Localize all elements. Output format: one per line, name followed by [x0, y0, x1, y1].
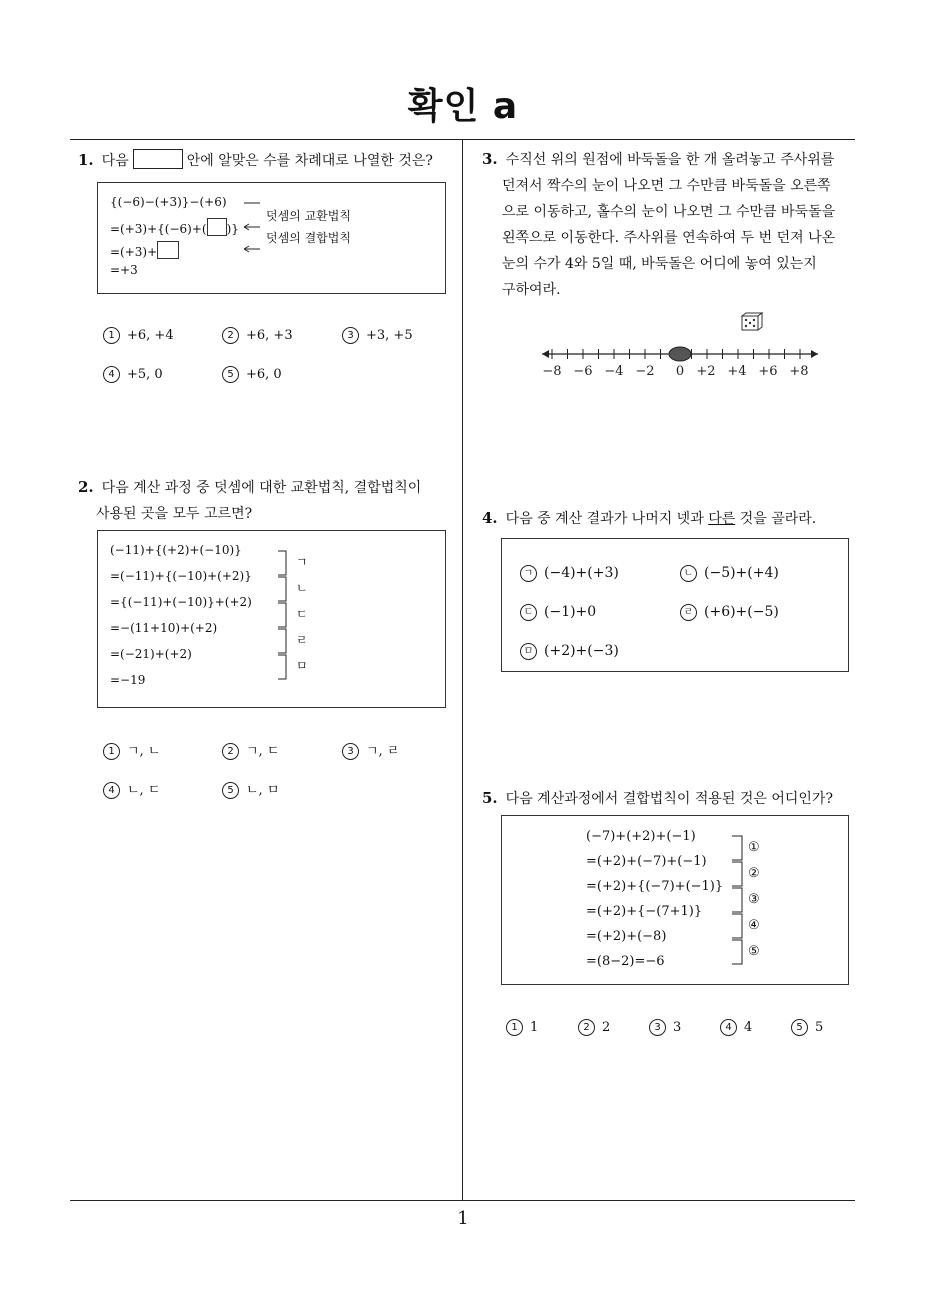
tick-label: +2 — [696, 364, 716, 379]
step-label: ① — [748, 840, 760, 855]
question-text: 다음 계산과정에서 결합법칙이 적용된 것은 어디인가? — [505, 791, 833, 807]
calc-line: =(+2)+(−7)+(−1) — [586, 854, 707, 869]
question-2-stem — [78, 474, 421, 527]
expression-item: ㄷ (−1)+0 — [520, 604, 596, 621]
question-text: 다음 — [101, 153, 129, 169]
expression-item: ㅁ (+2)+(−3) — [520, 643, 619, 660]
tick-label: −2 — [635, 364, 655, 379]
number-line — [538, 312, 828, 382]
answer-blank — [207, 218, 227, 236]
question-3-stem — [482, 146, 862, 303]
tick-label: −8 — [542, 364, 562, 379]
law-note: 덧셈의 교환법칙 — [266, 209, 351, 223]
law-note: 덧셈의 결합법칙 — [266, 231, 351, 245]
question-4-stem — [482, 505, 816, 532]
column-divider — [462, 139, 463, 1200]
question-text: 수직선 위의 원점에 바둑돌을 한 개 올려놓고 주사위를 — [505, 152, 835, 168]
question-text: 다음 중 계산 결과가 나머지 넷과 — [505, 511, 704, 527]
question-text: 사용된 곳을 모두 고르면? — [96, 506, 253, 522]
calc-line: =(8−2)=−6 — [586, 954, 665, 969]
choice[interactable]: 5 +6, 0 — [222, 366, 282, 383]
step-label: ㄷ — [296, 607, 308, 621]
calc-line: =(−11)+{(−10)+(+2)} — [110, 569, 252, 583]
question-text: 왼쪽으로 이동한다. 주사위를 연속하여 두 번 던져 나온 — [502, 230, 836, 246]
choice[interactable]: 5 5 — [791, 1019, 823, 1036]
question-text: 안에 알맞은 수를 차례대로 나열한 것은? — [186, 153, 433, 169]
tick-label: −6 — [573, 364, 593, 379]
step-label: ④ — [748, 918, 760, 933]
bottom-divider — [70, 1200, 855, 1201]
step-label: ③ — [748, 892, 760, 907]
tick-label: +4 — [727, 364, 747, 379]
tick-label: 0 — [675, 364, 685, 379]
expression-item: ㄹ (+6)+(−5) — [680, 604, 779, 621]
choice[interactable]: 2 2 — [578, 1019, 610, 1036]
question-4-box — [501, 538, 849, 672]
calc-line: {(−6)−(+3)}−(+6) — [110, 195, 227, 209]
question-2-box — [97, 530, 446, 708]
choice[interactable]: 4 +5, 0 — [103, 366, 163, 383]
choice[interactable]: 4 ㄴ, ㄷ — [103, 779, 160, 799]
step-brackets — [730, 832, 746, 972]
question-text: 으로 이동하고, 홀수의 눈이 나오면 그 수만큼 바둑돌을 — [502, 204, 836, 220]
choice[interactable]: 4 4 — [720, 1019, 752, 1036]
bracket-arrows — [240, 195, 268, 255]
calc-line: =+3 — [110, 263, 138, 277]
choice[interactable]: 1 ㄱ, ㄴ — [103, 740, 160, 760]
calc-line: (−7)+(+2)+(−1) — [586, 829, 696, 844]
question-number: 1. — [78, 151, 94, 169]
calc-line: (−11)+{(+2)+(−10)} — [110, 543, 242, 557]
choice[interactable]: 1 +6, +4 — [103, 327, 174, 344]
question-text: 것을 골라라. — [739, 511, 817, 527]
tick-labels — [542, 364, 808, 379]
underlined-word: 다른 — [708, 511, 736, 527]
calc-line: =−19 — [110, 673, 146, 687]
answer-blank — [157, 241, 179, 259]
calc-line: =(+3)+ — [110, 241, 179, 259]
step-label: ㄴ — [296, 581, 308, 595]
expression-item: ㄴ (−5)+(+4) — [680, 565, 779, 582]
calc-line: ={(−11)+(−10)}+(+2) — [110, 595, 252, 609]
step-label: ㄹ — [296, 633, 308, 647]
choice[interactable]: 2 ㄱ, ㄷ — [222, 740, 279, 760]
step-label: ㅁ — [296, 659, 308, 673]
tick-label: −4 — [604, 364, 624, 379]
step-label: ㄱ — [296, 555, 308, 569]
answer-blank — [133, 149, 183, 169]
calc-line: =(+3)+{(−6)+( )} — [110, 218, 239, 236]
question-number: 4. — [482, 509, 498, 527]
step-label: ② — [748, 866, 760, 881]
question-1-box — [97, 182, 446, 294]
page-title: 확인 a — [407, 86, 519, 127]
step-brackets — [276, 547, 290, 687]
calc-line: =(−21)+(+2) — [110, 647, 192, 661]
calc-line: =(+2)+{−(7+1)} — [586, 904, 703, 919]
question-5-stem — [482, 785, 833, 812]
question-5-box — [501, 815, 849, 985]
question-1-stem — [78, 147, 433, 174]
choice[interactable]: 5 ㄴ, ㅁ — [222, 779, 279, 799]
dice-icon — [742, 313, 762, 330]
question-text: 눈의 수가 4와 5일 때, 바둑돌은 어디에 놓여 있는지 — [502, 256, 817, 272]
question-text: 구하여라. — [502, 282, 561, 298]
question-number: 5. — [482, 789, 498, 807]
calc-line: =−(11+10)+(+2) — [110, 621, 218, 635]
tick-label: +8 — [789, 364, 809, 379]
choice[interactable]: 3 +3, +5 — [342, 327, 413, 344]
page-number: 1 — [457, 1208, 469, 1229]
question-number: 3. — [482, 150, 498, 168]
question-text: 던져서 짝수의 눈이 나오면 그 수만큼 바둑돌을 오른쪽 — [502, 178, 831, 194]
expression-item: ㄱ (−4)+(+3) — [520, 565, 619, 582]
calc-line: =(+2)+(−8) — [586, 929, 667, 944]
calc-line: =(+2)+{(−7)+(−1)} — [586, 879, 724, 894]
go-stone — [669, 347, 691, 361]
step-label: ⑤ — [748, 944, 760, 959]
choice[interactable]: 1 1 — [506, 1019, 538, 1036]
question-number: 2. — [78, 478, 94, 496]
choice[interactable]: 2 +6, +3 — [222, 327, 293, 344]
choice[interactable]: 3 3 — [649, 1019, 681, 1036]
question-text: 다음 계산 과정 중 덧셈에 대한 교환법칙, 결합법칙이 — [101, 480, 422, 496]
tick-label: +6 — [758, 364, 778, 379]
choice[interactable]: 3 ㄱ, ㄹ — [342, 740, 399, 760]
